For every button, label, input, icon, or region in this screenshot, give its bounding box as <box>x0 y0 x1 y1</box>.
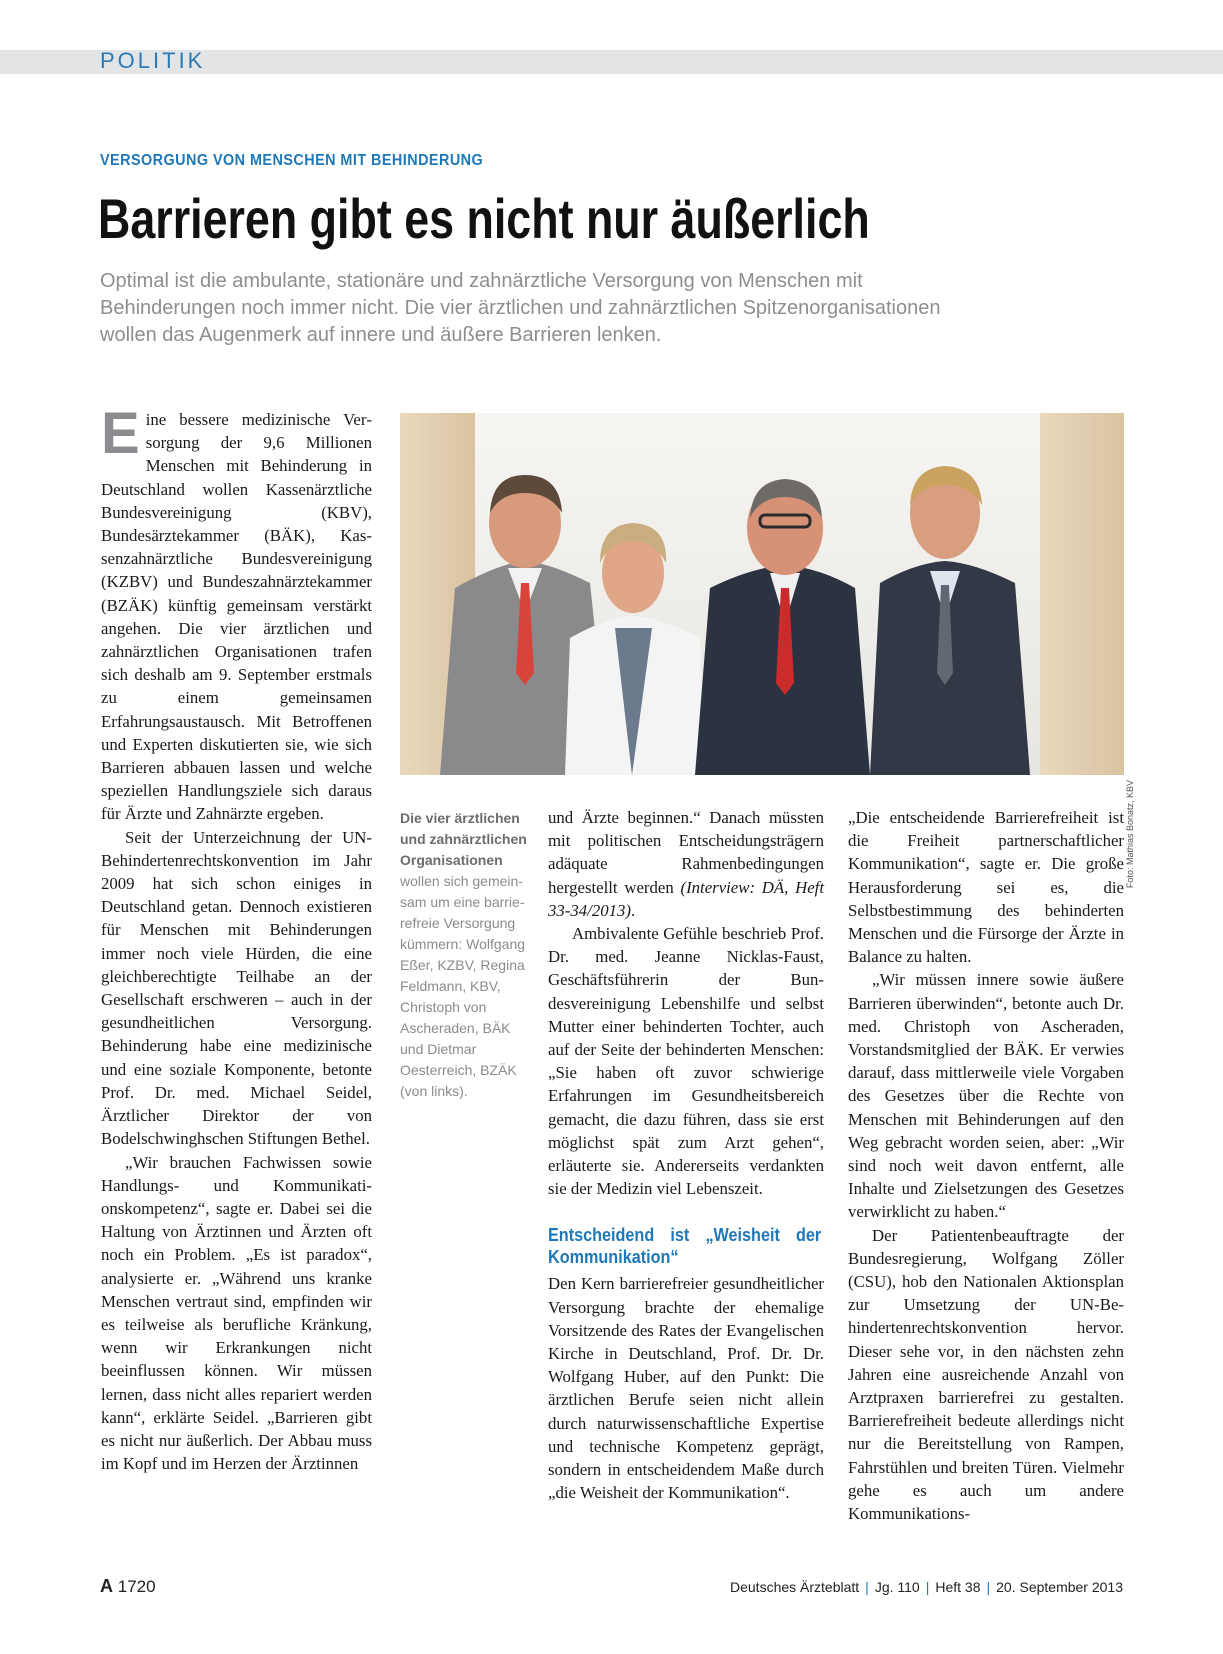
article-column-3 <box>548 806 824 1504</box>
separator: | <box>925 1579 930 1595</box>
separator: | <box>865 1579 869 1595</box>
photo-credit: Foto: Mathias Bonatz, KBV <box>1125 780 1135 889</box>
journal-volume: Jg. 110 <box>874 1579 920 1595</box>
article-subheading: Entscheidend ist „Weisheit der Kommunikation“ <box>548 1225 822 1268</box>
photo-caption <box>400 808 536 1102</box>
paragraph: „Wir brauchen Fachwissen sowie Handlungs- und Kommunikationskompetenz“, sagte er. Dabei sei die Haltung von Ärztinnen und Ärzten oft noch ein Problem. „Es ist paradox“, analysierte er. „Während uns kranke Menschen vertraut sind, empfinden wir es teilweise als berufliche Kränkung, wenn wir Erkrankungen nicht beeinflussen können. Wir müssen lernen, dass nicht alles repariert werden kann“, erklärte Seidel. „Barrieren gibt es nicht nur äußerlich. Der Abbau muss im Kopf und im Herzen der Ärztinnen <box>101 1152 372 1474</box>
paragraph <box>101 401 372 826</box>
paragraph-text: ine bessere medizinische Versorgung der 9,6 Millionen Menschen mit Behinderung in Deutschland wollen Kassenärztliche Bundesvereinigung (KBV), Bundesärztekammer (BÄK), Kassenzahnärztliche Bundesvereinigung (KZBV) und Bundeszahnärztekammer (BZÄK) künftig gemeinsam verstärkt angehen. Die vier ärztlichen und zahnärztlichen Organisationen trafen sich deshalb am 9. September erstmals zu einem gemeinsamen Erfahrungsaustausch. Mit Betroffenen und Experten diskutierten sie, wie sich Barrieren abbauen lassen und welche speziellen Handlungsziele sich daraus für Ärzte und Zahnärzte ergeben. <box>101 410 372 824</box>
page-number-value: 1720 <box>117 1577 156 1596</box>
journal-issue: Heft 38 <box>935 1579 981 1595</box>
caption-text: wollen sich gemeinsam um eine barrierefreie Versorgung kümmern: Wolfgang Eßer, KZBV, Regina Feldmann, KBV, Christoph von Ascheraden, BÄK und Dietmar Oesterreich, BZÄK (von links). <box>400 873 526 1099</box>
separator: | <box>986 1579 991 1595</box>
paragraph-text: und Ärzte beginnen.“ Danach müssten mit politischen Entscheidungsträgern adäquate Rahmenbedingungen hergestellt werden <box>548 808 824 897</box>
paragraph: Ambivalente Gefühle beschrieb Prof. Dr. med. Jeanne Nicklas-Faust, Geschäftsführerin der Bundesvereinigung Lebenshilfe und selbst Mutter einer behinderten Tochter, auch auf der Seite der behinderten Menschen: „Sie haben oft zuvor schwierige Erfahrungen im Gesundheitsbereich gemacht, die dazu führen, dass sie erst möglichst spät zum Arzt gehen“, erläuterte sie. Andererseits verdankten sie der Medizin viel Lebenszeit. <box>548 924 824 1199</box>
punctuation: . <box>630 900 636 920</box>
journal-info <box>730 1579 1123 1595</box>
paragraph: Seit der Unterzeichnung der UN-Behindertenrechtskonvention im Jahr 2009 hat sich schon einiges in Deutschland getan. Dennoch existieren für Menschen mit Behinderungen immer noch viele Hürden, die eine gleichberechtigte Teilhabe an der Gesellschaft erschweren – auch in der gesundheitlichen Versorgung. Behinderung habe eine medizinische und eine soziale Komponente, betonte Prof. Dr. med. Michael Seidel, Ärztlicher Direktor der von Bodelschwinghschen Stiftungen Bethel. <box>101 827 372 1149</box>
article-column-4 <box>848 806 1124 1525</box>
journal-date: 20. September 2013 <box>996 1579 1123 1595</box>
article-column-1 <box>101 401 372 1475</box>
page-number <box>100 1576 156 1597</box>
paragraph <box>548 806 824 922</box>
journal-name: Deutsches Ärzteblatt <box>730 1579 860 1595</box>
article-lead: Optimal ist die ambulante, stationäre und zahnärztliche Versorgung von Menschen mit Behinderungen noch immer nicht. Die vier ärztlichen und zahnärztlichen Spitzenorganisationen wollen das Augenmerk auf innere und äußere Barrieren lenken. <box>100 270 941 346</box>
paragraph: „Wir müssen innere sowie äußere Barrieren überwinden“, betonte auch Dr. med. Christoph von Ascheraden, Vorstandsmitglied der BÄK. Er verwies darauf, dass mittlerweile viele Vorgaben des Gesetzes über die Rechte von Menschen mit Behinderungen auf den Weg gebracht worden seien, aber: „Wir sind noch weit davon entfernt, alle Inhalte und Zielsetzungen des Gesetzes verwirklicht zu haben.“ <box>848 970 1124 1222</box>
page-prefix: A <box>100 1576 113 1596</box>
paragraph: Den Kern barrierefreier gesundheitlicher Versorgung brachte der ehemalige Vorsitzende des Rates der Evangelischen Kirche in Deutschland, Prof. Dr. Dr. Wolfgang Huber, auf den Punkt: Die ärztlichen Berufe seien nicht allein durch naturwissenschaftliche Expertise und technische Kompetenz geprägt, sondern in entscheidendem Maße durch „die Weisheit der Kommunikation“. <box>548 1274 824 1503</box>
caption-lead: Die vier ärztlichen und zahnärztlichen Organisationen <box>400 810 527 868</box>
reference: (Interview: DÄ, Heft 33-34/2013) <box>548 877 824 920</box>
paragraph: Der Patientenbeauftragte der Bundesregierung, Wolfgang Zöller (CSU), hob den Nationalen Aktionsplan zur Umsetzung der UN-Behindertenrechtskonvention hervor. Dieser sehe vor, in den nächsten zehn Jahren eine ausreichende Anzahl von Arztpraxen barrierefrei zu gestalten. Barrierefreiheit bedeute allerdings nicht nur die Bereitstellung von Rampen, Fahrstühlen und breiten Türen. Vielmehr gehe es auch um andere Kommunikations- <box>848 1225 1124 1524</box>
article-title: Barrieren gibt es nicht nur äußerlich <box>98 187 870 250</box>
group-photo <box>400 413 1124 775</box>
drop-cap: E <box>101 401 140 466</box>
article-kicker: VERSORGUNG VON MENSCHEN MIT BEHINDERUNG <box>100 152 484 169</box>
section-label: POLITIK <box>100 48 206 73</box>
paragraph: „Die entscheidende Barrierefreiheit ist die Freiheit partnerschaftlicher Kommunikation“, sagte er. Die große Herausforderung sei es, die Selbstbestimmung des behinderten Menschen und die Fürsorge der Ärzte in Balance zu halten. <box>848 808 1124 967</box>
